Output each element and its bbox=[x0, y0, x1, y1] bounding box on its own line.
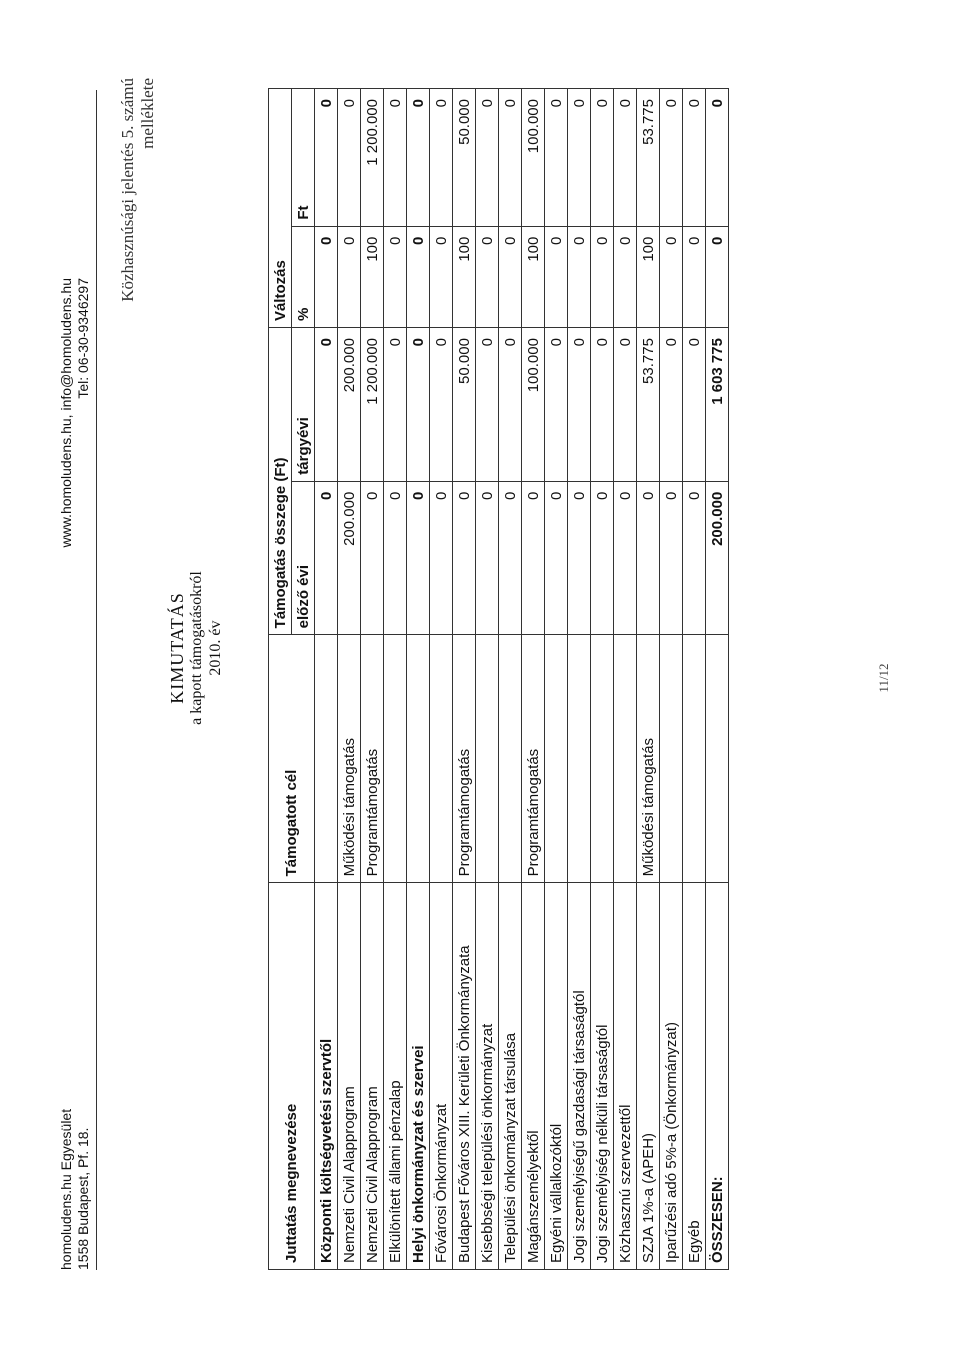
cell-ft: 0 bbox=[706, 89, 729, 227]
cell-curr: 0 bbox=[683, 328, 706, 482]
cell-prev: 0 bbox=[361, 481, 384, 635]
cell-ft: 0 bbox=[338, 89, 361, 227]
cell-ft: 50.000 bbox=[453, 89, 476, 227]
cell-prev: 0 bbox=[568, 481, 591, 635]
cell-name: Egyéb bbox=[683, 883, 706, 1270]
cell-curr: 0 bbox=[499, 328, 522, 482]
cell-pct: 0 bbox=[430, 226, 453, 327]
cell-prev: 0 bbox=[637, 481, 660, 635]
table-row bbox=[453, 89, 476, 1270]
cell-prev: 0 bbox=[499, 481, 522, 635]
cell-prev: 0 bbox=[522, 481, 545, 635]
cell-name: Nemzeti Civil Alapprogram bbox=[338, 883, 361, 1270]
org-address: 1558 Budapest, Pf. 18. bbox=[75, 1127, 91, 1270]
cell-name: Kisebbségi települési önkormányzat bbox=[476, 883, 499, 1270]
cell-curr: 100.000 bbox=[522, 328, 545, 482]
cell-ft: 0 bbox=[407, 89, 430, 227]
cell-pct: 0 bbox=[315, 226, 338, 327]
cell-pct: 0 bbox=[614, 226, 637, 327]
header-divider bbox=[96, 90, 97, 1270]
title-line-3: 2010. év bbox=[207, 620, 224, 676]
table-row bbox=[315, 89, 338, 1270]
cell-pct: 0 bbox=[407, 226, 430, 327]
cell-curr: 1 603 775 bbox=[706, 328, 729, 482]
cell-name: SZJA 1%-a (APEH) bbox=[637, 883, 660, 1270]
cell-name: Jogi személyiségű gazdasági társaságtól bbox=[568, 883, 591, 1270]
document-title bbox=[168, 478, 225, 818]
org-name: homoludens.hu Egyesület bbox=[58, 1108, 74, 1270]
cell-curr: 0 bbox=[476, 328, 499, 482]
phone-contact: Tel: 06-30-9346297 bbox=[75, 278, 91, 399]
cell-ft: 0 bbox=[568, 89, 591, 227]
cell-ft: 0 bbox=[545, 89, 568, 227]
col-header-purpose: Támogatott cél bbox=[269, 635, 315, 883]
cell-pct: 0 bbox=[683, 226, 706, 327]
table-row bbox=[476, 89, 499, 1270]
cell-name: Elkülönített állami pénzalap bbox=[384, 883, 407, 1270]
cell-prev: 0 bbox=[476, 481, 499, 635]
cell-name: Központi költségvetési szervtől bbox=[315, 883, 338, 1270]
cell-ft: 0 bbox=[476, 89, 499, 227]
cell-name: Fővárosi Önkormányzat bbox=[430, 883, 453, 1270]
cell-ft: 0 bbox=[315, 89, 338, 227]
cell-purpose bbox=[706, 635, 729, 883]
table-row bbox=[499, 89, 522, 1270]
cell-purpose: Működési támogatás bbox=[637, 635, 660, 883]
cell-curr: 0 bbox=[614, 328, 637, 482]
cell-purpose: Programtámogatás bbox=[522, 635, 545, 883]
cell-ft: 1 200.000 bbox=[361, 89, 384, 227]
cell-prev: 0 bbox=[614, 481, 637, 635]
web-contact: www.homoludens.hu, info@homoludens.hu bbox=[58, 278, 74, 548]
cell-pct: 0 bbox=[476, 226, 499, 327]
col-header-change: Változás bbox=[269, 89, 292, 328]
cell-ft: 0 bbox=[499, 89, 522, 227]
cell-purpose bbox=[545, 635, 568, 883]
cell-purpose bbox=[430, 635, 453, 883]
cell-name: Települési önkormányzat társulása bbox=[499, 883, 522, 1270]
cell-purpose bbox=[591, 635, 614, 883]
cell-curr: 0 bbox=[384, 328, 407, 482]
title-line-1: KIMUTATÁS bbox=[167, 592, 187, 704]
title-line-2: a kapott támogatásokról bbox=[188, 571, 205, 725]
cell-prev: 0 bbox=[453, 481, 476, 635]
cell-ft: 100.000 bbox=[522, 89, 545, 227]
cell-name: Iparűzési adó 5%-a (Önkormányzat) bbox=[660, 883, 683, 1270]
cell-curr: 53.775 bbox=[637, 328, 660, 482]
cell-purpose bbox=[476, 635, 499, 883]
table-row bbox=[338, 89, 361, 1270]
cell-ft: 0 bbox=[591, 89, 614, 227]
cell-pct: 0 bbox=[338, 226, 361, 327]
cell-pct: 0 bbox=[568, 226, 591, 327]
cell-pct: 100 bbox=[522, 226, 545, 327]
cell-pct: 0 bbox=[660, 226, 683, 327]
table-row bbox=[591, 89, 614, 1270]
cell-pct: 0 bbox=[499, 226, 522, 327]
cell-name: Helyi önkormányzat és szervei bbox=[407, 883, 430, 1270]
table-row bbox=[384, 89, 407, 1270]
cell-purpose: Működési támogatás bbox=[338, 635, 361, 883]
cell-purpose bbox=[614, 635, 637, 883]
cell-prev: 200.000 bbox=[338, 481, 361, 635]
table-row bbox=[522, 89, 545, 1270]
cell-name: ÖSSZESEN: bbox=[706, 883, 729, 1270]
cell-curr: 0 bbox=[430, 328, 453, 482]
cell-purpose bbox=[384, 635, 407, 883]
cell-name: Nemzeti Civil Alapprogram bbox=[361, 883, 384, 1270]
cell-curr: 0 bbox=[545, 328, 568, 482]
cell-purpose: Programtámogatás bbox=[453, 635, 476, 883]
col-header-pct: % bbox=[292, 226, 315, 327]
cell-ft: 0 bbox=[614, 89, 637, 227]
cell-name: Egyéni vállalkozóktól bbox=[545, 883, 568, 1270]
cell-pct: 100 bbox=[361, 226, 384, 327]
col-header-curr: tárgyévi bbox=[292, 328, 315, 482]
cell-prev: 0 bbox=[545, 481, 568, 635]
cell-pct: 0 bbox=[545, 226, 568, 327]
cell-curr: 0 bbox=[568, 328, 591, 482]
cell-prev: 0 bbox=[315, 481, 338, 635]
cell-ft: 53.775 bbox=[637, 89, 660, 227]
cell-pct: 0 bbox=[384, 226, 407, 327]
cell-purpose bbox=[315, 635, 338, 883]
cell-purpose bbox=[407, 635, 430, 883]
cell-prev: 0 bbox=[660, 481, 683, 635]
cell-curr: 0 bbox=[315, 328, 338, 482]
table-row bbox=[361, 89, 384, 1270]
table-row bbox=[660, 89, 683, 1270]
cell-name: Közhasznú szervezettől bbox=[614, 883, 637, 1270]
col-header-prev: előző évi bbox=[292, 481, 315, 635]
cell-name: Jogi személyiség nélküli társaságtól bbox=[591, 883, 614, 1270]
cell-pct: 0 bbox=[591, 226, 614, 327]
cell-purpose bbox=[660, 635, 683, 883]
cell-pct: 0 bbox=[706, 226, 729, 327]
cell-prev: 0 bbox=[683, 481, 706, 635]
col-header-ft: Ft bbox=[292, 89, 315, 227]
annex-label: Közhasznúsági jelentés 5. számú melléklete bbox=[118, 78, 157, 302]
cell-purpose: Programtámogatás bbox=[361, 635, 384, 883]
support-table bbox=[268, 88, 729, 1270]
cell-ft: 0 bbox=[384, 89, 407, 227]
table-row bbox=[407, 89, 430, 1270]
cell-name: Budapest Főváros XIII. Kerületi Önkormányzata bbox=[453, 883, 476, 1270]
contact-info bbox=[58, 278, 92, 698]
table-row bbox=[430, 89, 453, 1270]
cell-ft: 0 bbox=[660, 89, 683, 227]
cell-curr: 0 bbox=[591, 328, 614, 482]
table-row bbox=[568, 89, 591, 1270]
table-row bbox=[545, 89, 568, 1270]
cell-purpose bbox=[499, 635, 522, 883]
cell-purpose bbox=[568, 635, 591, 883]
cell-pct: 100 bbox=[637, 226, 660, 327]
cell-purpose bbox=[683, 635, 706, 883]
cell-prev: 0 bbox=[591, 481, 614, 635]
cell-curr: 200.000 bbox=[338, 328, 361, 482]
col-header-amount: Támogatás összege (Ft) bbox=[269, 328, 292, 635]
cell-prev: 0 bbox=[430, 481, 453, 635]
table-row bbox=[706, 89, 729, 1270]
cell-ft: 0 bbox=[430, 89, 453, 227]
cell-prev: 0 bbox=[407, 481, 430, 635]
col-header-name: Juttatás megnevezése bbox=[269, 883, 315, 1270]
cell-curr: 0 bbox=[407, 328, 430, 482]
cell-name: Magánszemélyektől bbox=[522, 883, 545, 1270]
table-row bbox=[614, 89, 637, 1270]
cell-curr: 50.000 bbox=[453, 328, 476, 482]
cell-curr: 1 200.000 bbox=[361, 328, 384, 482]
cell-prev: 0 bbox=[384, 481, 407, 635]
cell-curr: 0 bbox=[660, 328, 683, 482]
table-body bbox=[315, 89, 729, 1270]
org-info bbox=[58, 1109, 92, 1270]
table-row bbox=[683, 89, 706, 1270]
table-row bbox=[637, 89, 660, 1270]
cell-prev: 200.000 bbox=[706, 481, 729, 635]
cell-pct: 100 bbox=[453, 226, 476, 327]
page-number: 11/12 bbox=[876, 663, 891, 693]
cell-ft: 0 bbox=[683, 89, 706, 227]
